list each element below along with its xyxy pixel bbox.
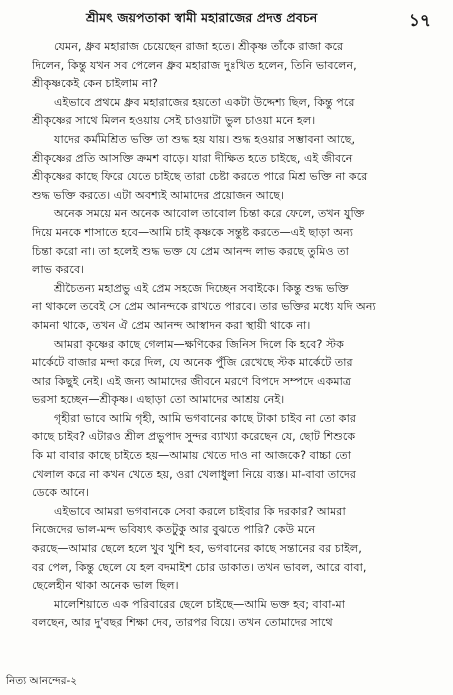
text-line: বর পেল, কিন্তু ছেলে যে হল বদমাইশ চোর ডাকাত। তখন ভাবল, আরে বাবা, xyxy=(32,560,367,574)
text-line: খেলাল করে না কখন খেতে হয়, ওরা খেলাধুলা নিয়ে ব্যস্ত। মা-বাবা তাদের xyxy=(32,467,356,481)
text-line: কামনা থাকে, তখন ঐ প্রেম আনন্দ আস্বাদন করা স্থায়ী থাকে না। xyxy=(32,318,311,332)
text-line: এইভাবে আমরা ভগবানকে সেবা করলে চাইবার কি দরকার? আমরা xyxy=(54,504,346,518)
text-line: না থাকলে তবেই সে প্রেম আনন্দকে রাখতে পারবে। তার ভক্তির মধ্যে যদি অন্য xyxy=(32,300,376,314)
text-line: মার্কেটে বাজার মন্দা করে দিল, যে অনেক পুঁজি রেখেছে স্টক মার্কেটে তার xyxy=(32,356,353,370)
text-line: কাছে চাইব? এটারও শ্রীল প্রভুপাদ সুন্দর ব্যাখ্যা করেছেন যে, ছোট শিশুকে xyxy=(32,430,356,444)
text-line: কি মা বাবার কাছে চাইতে হয়—আমায় খেতে দাও না আজকে? বাচ্চা তো xyxy=(32,449,352,463)
page-number: ১৭ xyxy=(408,11,431,31)
text-line: ভরসা হচ্ছেন—শ্রীকৃষ্ণ। এছাড়া তো আমাদের আশ্রয় নেই। xyxy=(32,393,285,407)
text-line: লাভ করবে। xyxy=(32,263,85,277)
text-line: শুদ্ধ ভক্তি করতে। এটা অবশ্যই আমাদের প্রয়োজন আছে। xyxy=(32,188,285,202)
text-line: বলছেন, আর দু'বছর শিক্ষা দেব, তারপর বিয়ে। তখন তোমাদের সাথে xyxy=(32,616,333,630)
text-line: শ্রীকৃষ্ণকেই কেন চাইলাম না? xyxy=(32,77,158,91)
text-line: যেমন, ধ্রুব মহারাজ চেয়েছেন রাজা হতে। শ্রীকৃষ্ণ তাঁকে রাজা করে xyxy=(54,40,344,53)
text-line: নিজেদের ভাল-মন্দ ভবিষ্যৎ কতটুকু আর বুঝতে পারি? কেউ মনে xyxy=(32,523,316,537)
text-line: চিন্তা করো না। তা হলেই শুদ্ধ ভক্ত যে প্রেম আনন্দ লাভ করছে তুমিও তা xyxy=(32,244,349,258)
text-line: শ্রীচৈতন্য মহাপ্রভু এই প্রেম সহজে দিচ্ছেন সবাইকে। কিন্তু শুদ্ধ ভক্তি xyxy=(54,281,349,295)
text-line: আমরা কৃষ্ণের কাছে গেলাম—ক্ষণিকের জিনিস দিলে কি হবে? স্টক xyxy=(54,337,344,351)
text-line: এইভাবে প্রথমে ধ্রুব মহারাজের হয়তো একটা উদ্দেশ্য ছিল, কিন্তু পরে xyxy=(54,95,355,109)
text-line: শ্রীকৃষ্ণের প্রতি আসক্তি ক্রমশ বাড়ে। যারা দীক্ষিত হতে চাইছে, এই জীবনে xyxy=(32,151,353,165)
text-line: শ্রীকৃষ্ণের সাথে মিলন হওয়ায় সেই চাওয়াটা ভুল চাওয়া মনে হল। xyxy=(32,114,316,128)
text-line: অনেক সময়ে মন অনেক আবোল তাবোল চিন্তা করে ফেলে, তখন যুক্তি xyxy=(54,207,365,221)
page-footer-signature: নিত্য আনন্দের-২ xyxy=(6,675,78,687)
text-line: যাদের কর্মমিশ্রিত ভক্তি তা শুদ্ধ হয় যায়। শুদ্ধ হওয়ার সম্ভাবনা আছে, xyxy=(54,132,356,146)
text-line: ডেকে আনে। xyxy=(32,486,89,500)
text-line: দিলেন, কিন্তু যখন সব পেলেন ধ্রুব মহারাজ দুঃখিত হলেন, তিনি ভাবলেন, xyxy=(32,58,357,72)
body-text xyxy=(32,38,437,633)
text-line: দিয়ে মনকে শাসাতে হবে—আমি চাই কৃষ্ণকে সন্তুষ্ট করতে—এই ছাড়া অন্য xyxy=(32,225,354,239)
text-line: করছে—আমার ছেলে হলে খুব খুশি হব, ভগবানের কাছে সন্তানের বর চাইল, xyxy=(32,542,362,556)
page-header xyxy=(0,10,453,34)
text-line: ছেলেহীন থাকা অনেক ভাল ছিল। xyxy=(32,579,179,593)
text-line: গৃহীরা ভাবে আমি গৃহী, আমি ভগবানের কাছে টাকা চাইব না তো কার xyxy=(54,411,356,425)
text-line: আর কিছুই নেই। এই জন্য আমাদের জীবনে মরণে বিপদে সম্পদে একমাত্র xyxy=(32,374,352,388)
text-line: মালেশিয়াতে এক পরিবারের ছেলে চাইছে—আমি ভক্ত হব; বাবা-মা xyxy=(54,597,345,611)
running-title: শ্রীমৎ জয়পতাকা স্বামী মহারাজের প্রদত্ত প্রবচন xyxy=(86,10,318,25)
text-line: শ্রীকৃষ্ণের কাছে ফিরে যেতে চাইছে তারা চেষ্টা করতে পারে মিশ্র ভক্তি না করে xyxy=(32,170,368,184)
